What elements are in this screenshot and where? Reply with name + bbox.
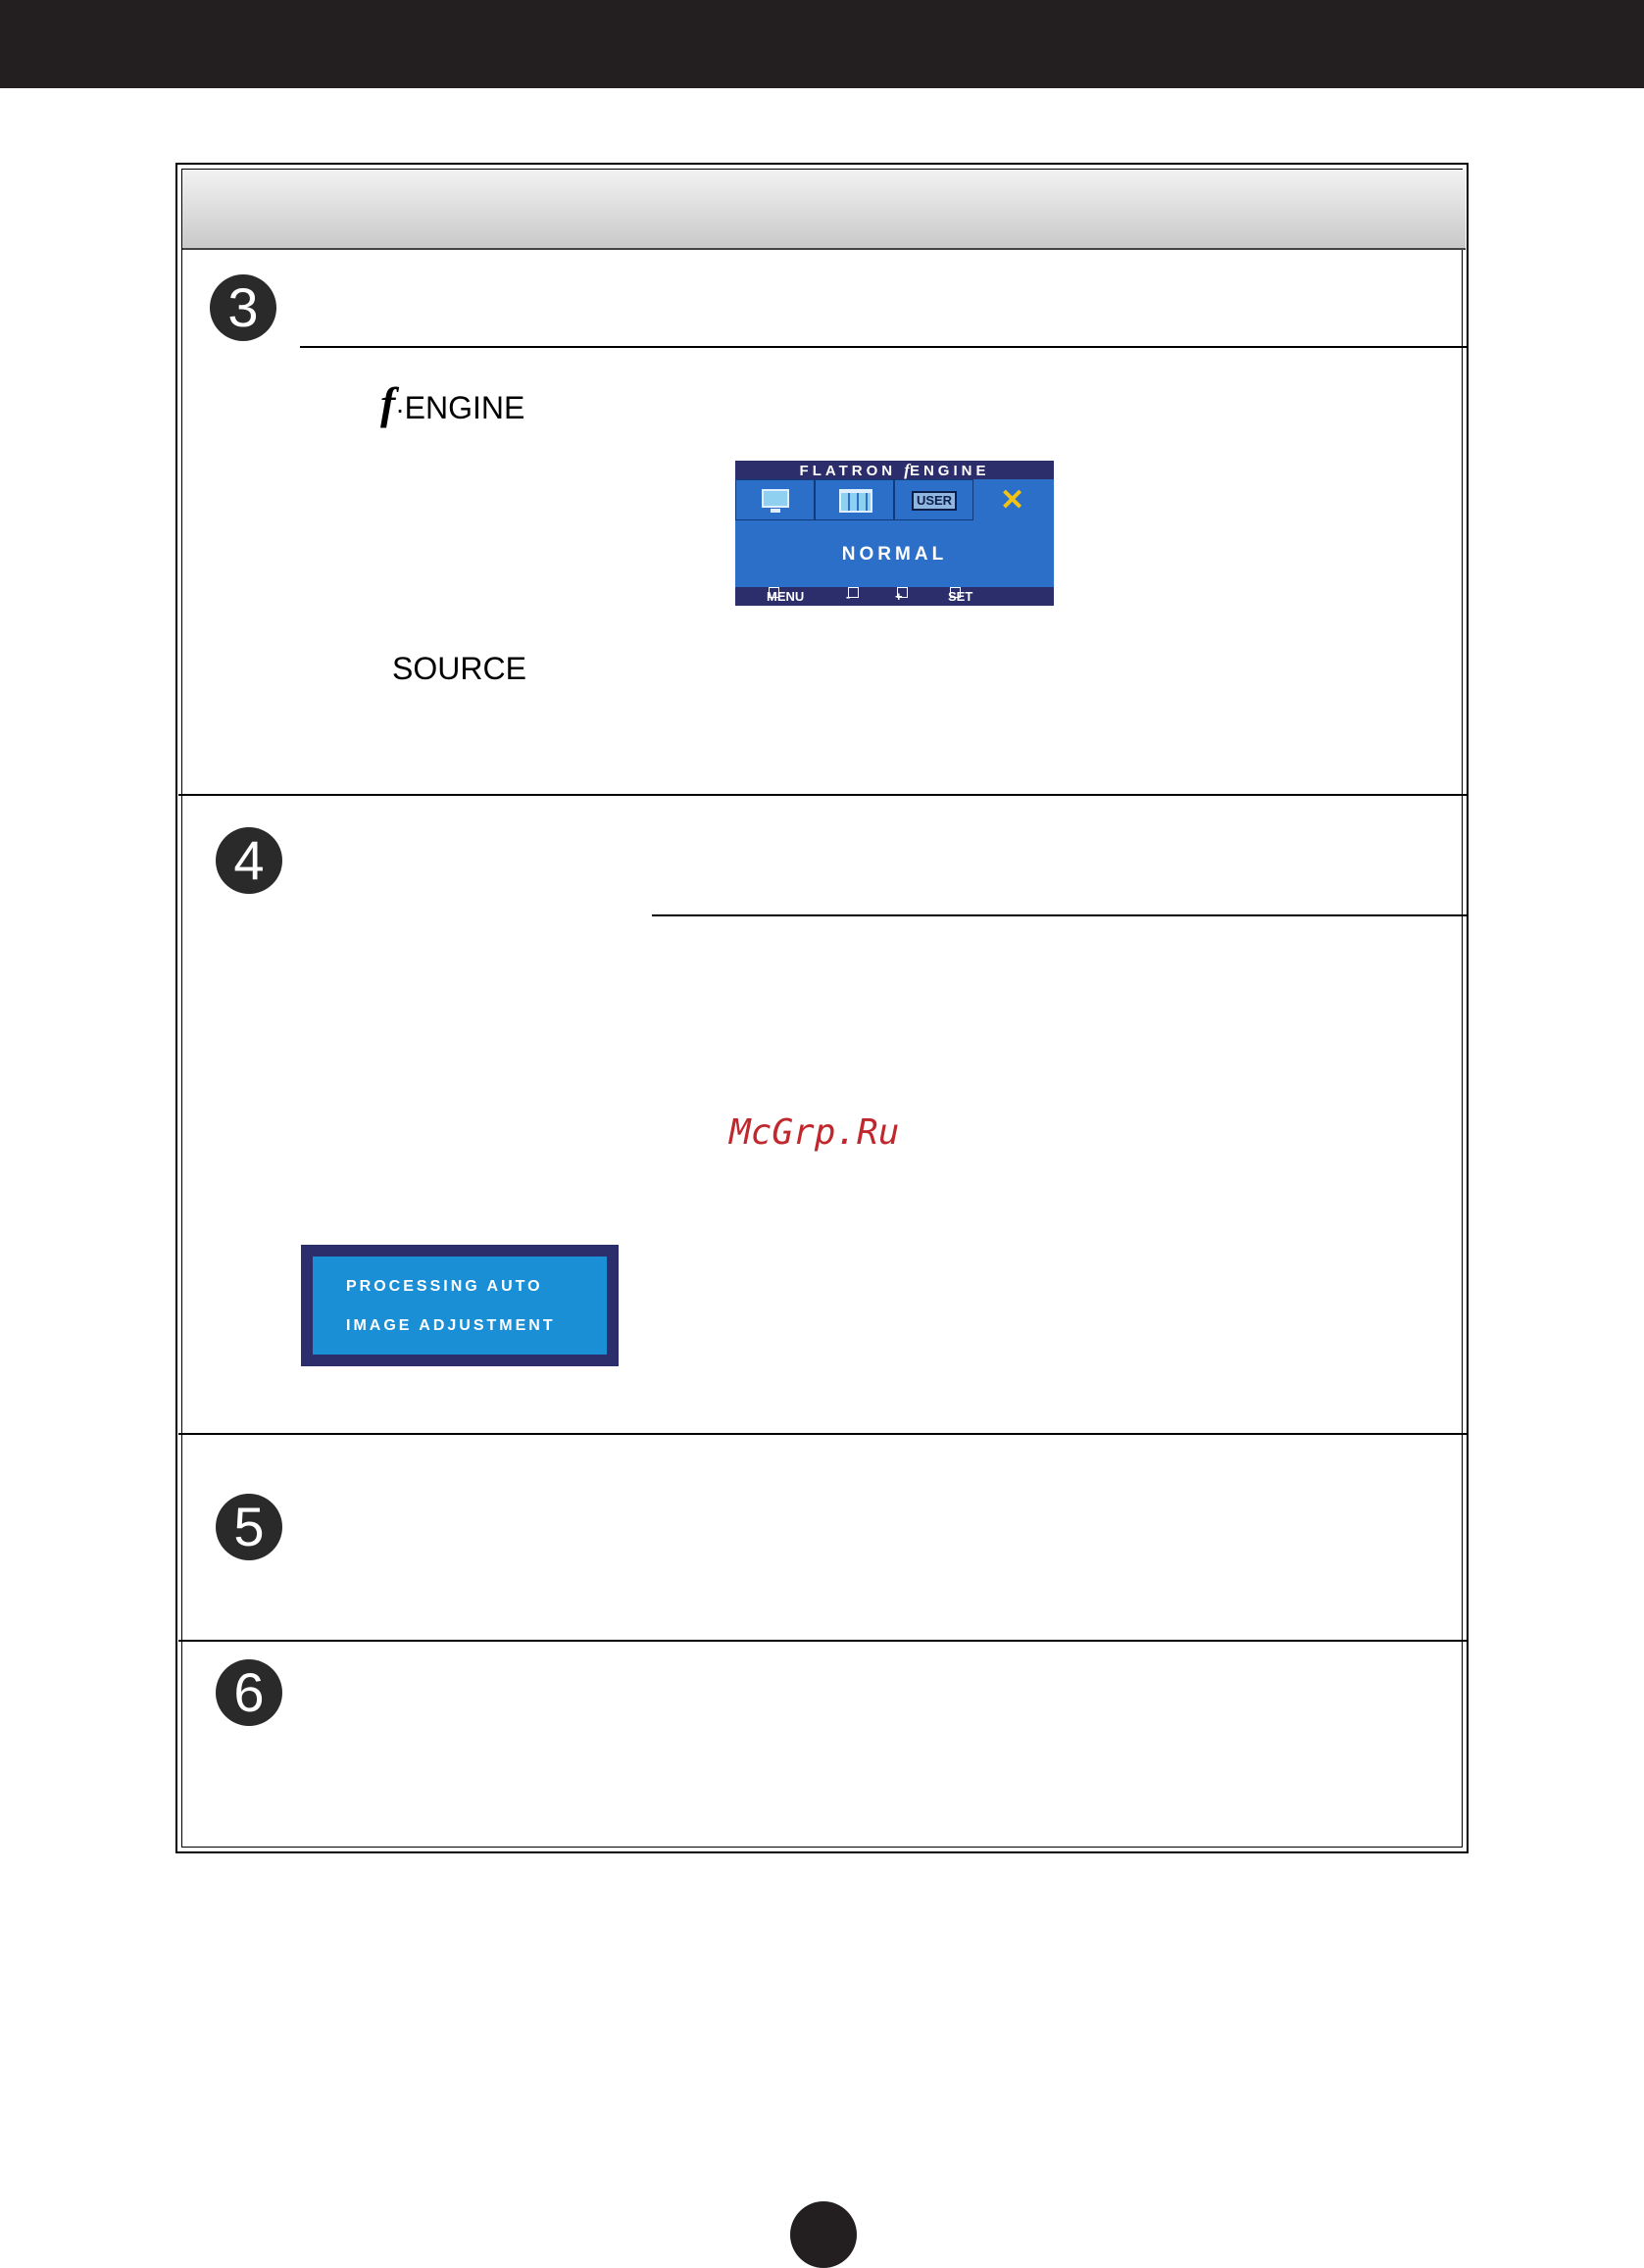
section-number-4: 4 bbox=[216, 827, 282, 894]
section-number-5: 5 bbox=[216, 1494, 282, 1560]
page-number-badge bbox=[790, 2201, 857, 2268]
section-divider bbox=[178, 794, 1467, 796]
osd-title bbox=[735, 461, 1054, 479]
processing-box-inner bbox=[313, 1257, 607, 1355]
menu-key-icon bbox=[769, 587, 779, 598]
table-header bbox=[182, 170, 1466, 250]
osd-footer bbox=[735, 587, 1054, 606]
section-number-3: 3 bbox=[210, 274, 276, 341]
content-table bbox=[175, 163, 1469, 1853]
section-number-6: 6 bbox=[216, 1659, 282, 1726]
minus-key-icon bbox=[848, 587, 859, 598]
source-label: SOURCE bbox=[392, 651, 526, 686]
watermark-text: McGrp.Ru bbox=[729, 1112, 900, 1153]
set-key-icon bbox=[950, 587, 961, 598]
section-divider bbox=[178, 1640, 1467, 1642]
plus-key-icon bbox=[897, 587, 908, 598]
fengine-label-text: ENGINE bbox=[404, 390, 525, 425]
processing-line-2: IMAGE ADJUSTMENT bbox=[346, 1317, 556, 1334]
section-4-underline bbox=[652, 914, 1469, 916]
processing-auto-adjustment-box bbox=[301, 1245, 619, 1366]
grid-icon bbox=[839, 489, 872, 513]
tool-icon: ✕ bbox=[1000, 484, 1025, 517]
content-table-inner-border bbox=[181, 169, 1463, 1848]
osd-footer-set-label: SET bbox=[948, 589, 973, 604]
osd-tab-monitor[interactable] bbox=[735, 479, 815, 520]
section-3-underline bbox=[300, 346, 1469, 348]
osd-title-flatron: FLATRON bbox=[799, 463, 897, 479]
fengine-f-logo: f bbox=[380, 378, 396, 428]
osd-tab-tool[interactable] bbox=[973, 479, 1054, 520]
osd-tab-grid[interactable] bbox=[815, 479, 894, 520]
osd-footer-plus-label: + bbox=[895, 589, 903, 604]
top-header-bar bbox=[0, 0, 1644, 88]
fengine-osd-menu bbox=[735, 461, 1054, 606]
osd-tab-user[interactable] bbox=[894, 479, 973, 520]
osd-title-engine: ENGINE bbox=[909, 463, 990, 479]
osd-tabs bbox=[735, 479, 1054, 522]
osd-mode-value: NORMAL bbox=[841, 544, 948, 565]
fengine-dot: · bbox=[395, 394, 405, 424]
monitor-icon bbox=[762, 489, 789, 508]
monitor-stand-icon bbox=[771, 509, 780, 513]
fengine-label bbox=[380, 377, 524, 429]
osd-title-f: f bbox=[904, 461, 910, 479]
osd-footer-minus-label: - bbox=[846, 589, 851, 604]
section-divider bbox=[178, 1433, 1467, 1435]
user-icon: USER bbox=[912, 491, 957, 511]
processing-line-1: PROCESSING AUTO bbox=[346, 1278, 543, 1295]
osd-footer-menu-label: MENU bbox=[767, 589, 805, 604]
